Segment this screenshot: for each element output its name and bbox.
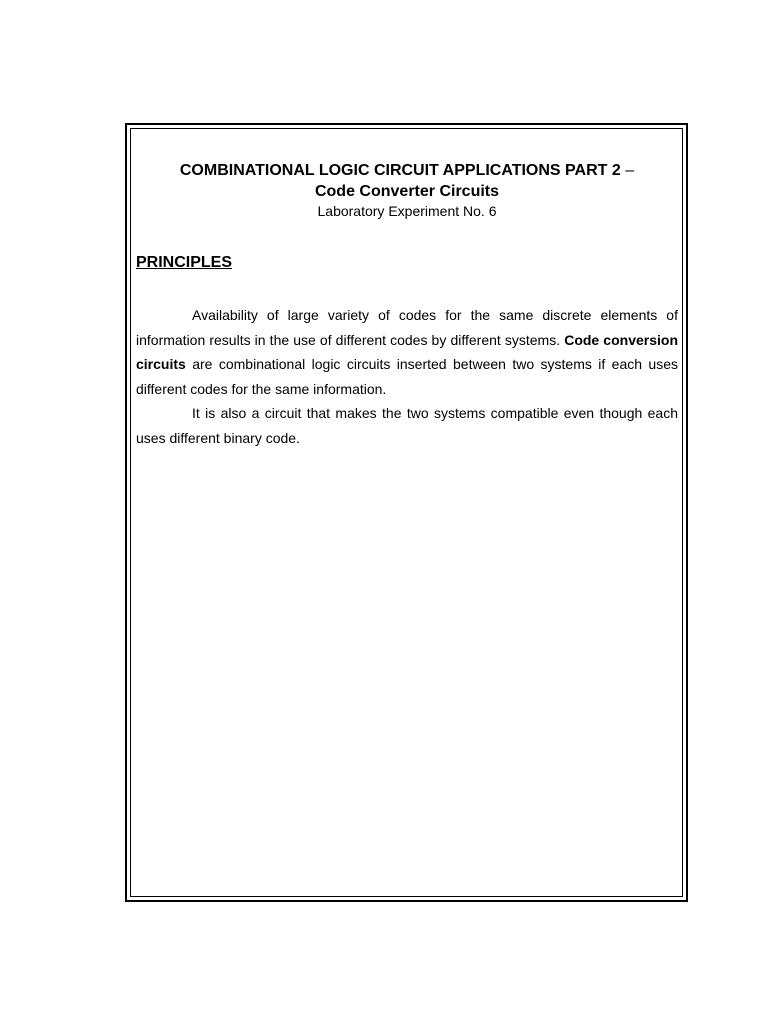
document-subtitle-bold: Code Converter Circuits: [314, 183, 500, 200]
document-title: [136, 160, 678, 181]
paragraph-2: It is also a circuit that makes the two systems compatible even though each uses different binary code.: [136, 405, 678, 446]
title-block: [136, 160, 678, 220]
paragraph-1-text-before: Availability of large variety of codes for the same discrete elements of information results in the use of different codes by different systems.: [136, 307, 678, 348]
paragraph-1: [136, 303, 678, 401]
page-content: [136, 160, 678, 464]
title-line-1: COMBINATIONAL LOGIC CIRCUIT APPLICATIONS PART 2: [179, 162, 621, 179]
experiment-label: Laboratory Experiment No. 6: [317, 203, 497, 219]
paragraph-1-text-after: are combinational logic circuits inserted between two systems if each uses different codes for the same information.: [136, 356, 678, 397]
title-dash: –: [625, 162, 635, 179]
section-heading-principles: PRINCIPLES: [136, 254, 233, 271]
paragraph-1-bold-term: Code conversion circuits: [136, 331, 678, 372]
